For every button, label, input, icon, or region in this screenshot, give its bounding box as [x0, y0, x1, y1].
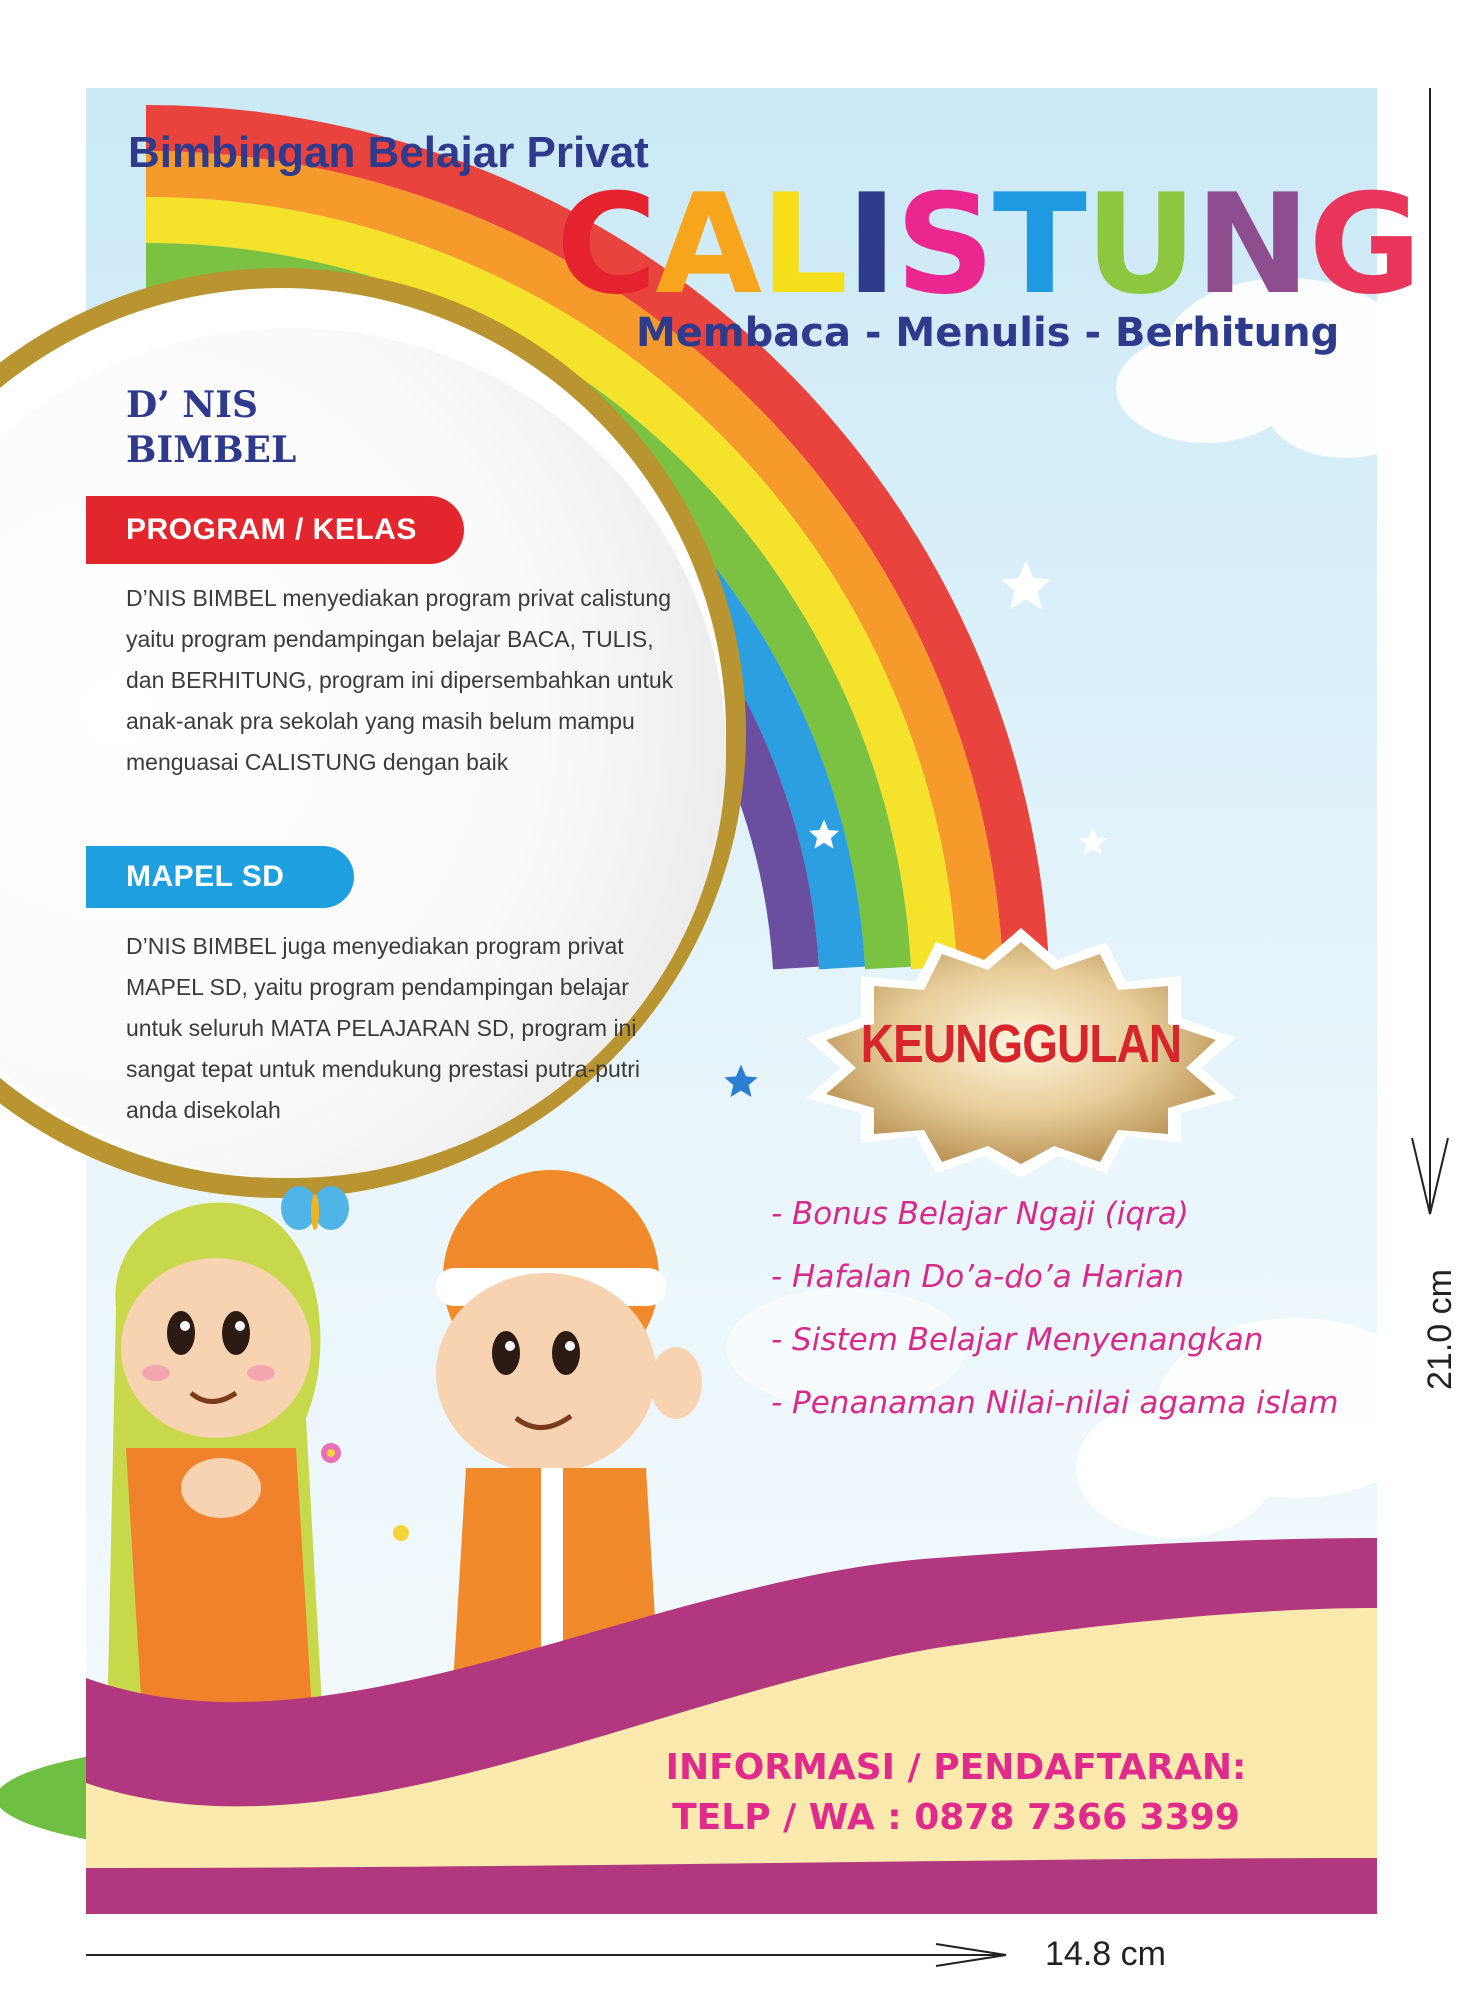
title-calistung [556, 164, 1420, 325]
advantages-list [771, 1183, 1339, 1435]
title-letter: G [1308, 164, 1420, 325]
title-letter: T [992, 164, 1085, 325]
program-label: PROGRAM / KELAS [86, 496, 464, 564]
star-icon [1076, 826, 1110, 860]
program-description: D’NIS BIMBEL menyediakan program privat calistung yaitu program pendampingan belajar BACA, TULIS, dan BERHITUNG, program ini dipersembahkan untuk anak-anak pra sekolah yang masih belum mampu menguasai CALISTUNG dengan baik [126, 585, 674, 775]
brand-name: D’ NIS BIMBEL [126, 384, 297, 471]
contact-line-2: TELP / WA : 0878 7366 3399 [672, 1797, 1240, 1838]
title-letter: L [760, 164, 847, 325]
advantages-title: KEUNGGULAN [860, 1014, 1182, 1074]
title-letter: C [556, 164, 656, 325]
height-label: 21.0 cm [1420, 1269, 1459, 1390]
star-icon [996, 558, 1056, 618]
mapel-label: MAPEL SD [86, 846, 354, 908]
contact-line-1: INFORMASI / PENDAFTARAN: [665, 1747, 1247, 1788]
title-letter: A [655, 164, 761, 325]
width-dimension-line [86, 1940, 1006, 1970]
list-item: - Hafalan Do’a-do’a Harian [771, 1259, 1184, 1295]
list-item: - Bonus Belajar Ngaji (iqra) [771, 1196, 1189, 1232]
width-label: 14.8 cm [1045, 1935, 1166, 1973]
list-item: - Sistem Belajar Menyenangkan [771, 1322, 1264, 1358]
title-letter: N [1194, 164, 1309, 325]
mapel-description: D’NIS BIMBEL juga menyediakan program privat MAPEL SD, yaitu program pendampingan belajar untuk seluruh MATA PELAJARAN SD, program ini sangat tepat untuk mendukung prestasi putra-putri anda disekolah [126, 933, 640, 1123]
bottom-wave [86, 1538, 1377, 1914]
height-dimension-line [1400, 88, 1460, 1914]
star-icon [806, 818, 842, 854]
contact-info [646, 1743, 1266, 1843]
title-letter: S [895, 164, 993, 325]
subtitle: Bimbingan Belajar Privat [128, 128, 649, 177]
title-letter: I [846, 164, 896, 325]
list-item: - Penanaman Nilai-nilai agama islam [771, 1385, 1339, 1421]
poster [86, 88, 1420, 1914]
star-icon [721, 1063, 761, 1103]
tagline: Membaca - Menulis - Berhitung [636, 310, 1340, 356]
title-letter: U [1084, 164, 1195, 325]
